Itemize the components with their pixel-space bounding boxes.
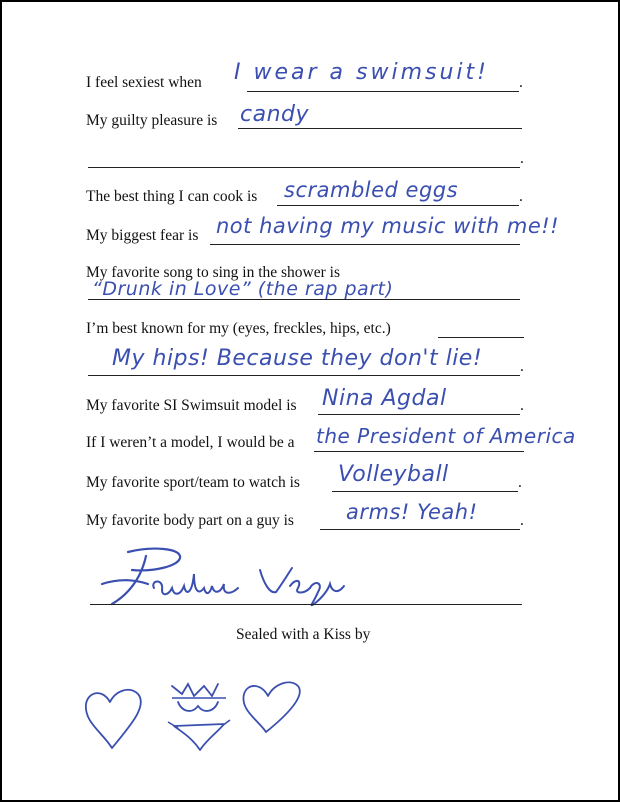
q3-label: The best thing I can cook is bbox=[86, 188, 258, 205]
q10-label: My favorite body part on a guy is bbox=[86, 512, 294, 529]
q6-label: I’m best known for my (eyes, freckles, hips, etc.) bbox=[86, 320, 391, 337]
q7-period: . bbox=[520, 397, 524, 414]
q8-line bbox=[314, 451, 524, 452]
q6-period: . bbox=[520, 358, 524, 375]
q6-line-b bbox=[88, 375, 520, 376]
q9-answer: Volleyball bbox=[338, 462, 449, 487]
q1-line bbox=[247, 91, 519, 92]
q4-answer: not having my music with me!! bbox=[216, 214, 560, 238]
q2-extra-line bbox=[88, 167, 520, 168]
q4-label: My biggest fear is bbox=[86, 227, 199, 244]
q6-answer: My hips! Because they don't lie! bbox=[112, 346, 483, 371]
q9-label: My favorite sport/team to watch is bbox=[86, 474, 300, 491]
bikini-icon bbox=[164, 678, 234, 758]
q3-answer: scrambled eggs bbox=[284, 178, 459, 202]
closing-text: Sealed with a Kiss by bbox=[236, 626, 371, 643]
q10-answer: arms! Yeah! bbox=[346, 500, 478, 524]
q5-answer: “Drunk in Love” (the rap part) bbox=[92, 278, 394, 300]
q2-period: . bbox=[520, 150, 524, 167]
q9-line bbox=[332, 491, 518, 492]
signature-line bbox=[90, 604, 522, 605]
q2-answer: candy bbox=[240, 102, 310, 127]
q1-label: I feel sexiest when bbox=[86, 74, 202, 91]
q1-period: . bbox=[519, 74, 523, 91]
q3-period: . bbox=[519, 188, 523, 205]
q8-answer: the President of America bbox=[316, 424, 576, 448]
q6-line-a bbox=[438, 337, 524, 338]
q10-period: . bbox=[520, 512, 524, 529]
q4-line bbox=[210, 244, 520, 245]
q8-label: If I weren’t a model, I would be a bbox=[86, 434, 295, 451]
q2-line bbox=[238, 128, 522, 129]
heart-icon bbox=[78, 682, 148, 752]
heart-icon bbox=[238, 678, 308, 738]
q1-answer: I wear a swimsuit! bbox=[234, 60, 489, 85]
q5-label: My favorite song to sing in the shower is bbox=[86, 264, 341, 281]
q9-period: . bbox=[518, 474, 522, 491]
q7-answer: Nina Agdal bbox=[322, 386, 447, 411]
q10-line bbox=[320, 529, 520, 530]
q2-label: My guilty pleasure is bbox=[86, 112, 218, 129]
q7-line bbox=[318, 414, 520, 415]
q7-label: My favorite SI Swimsuit model is bbox=[86, 397, 297, 414]
q3-line bbox=[277, 205, 519, 206]
